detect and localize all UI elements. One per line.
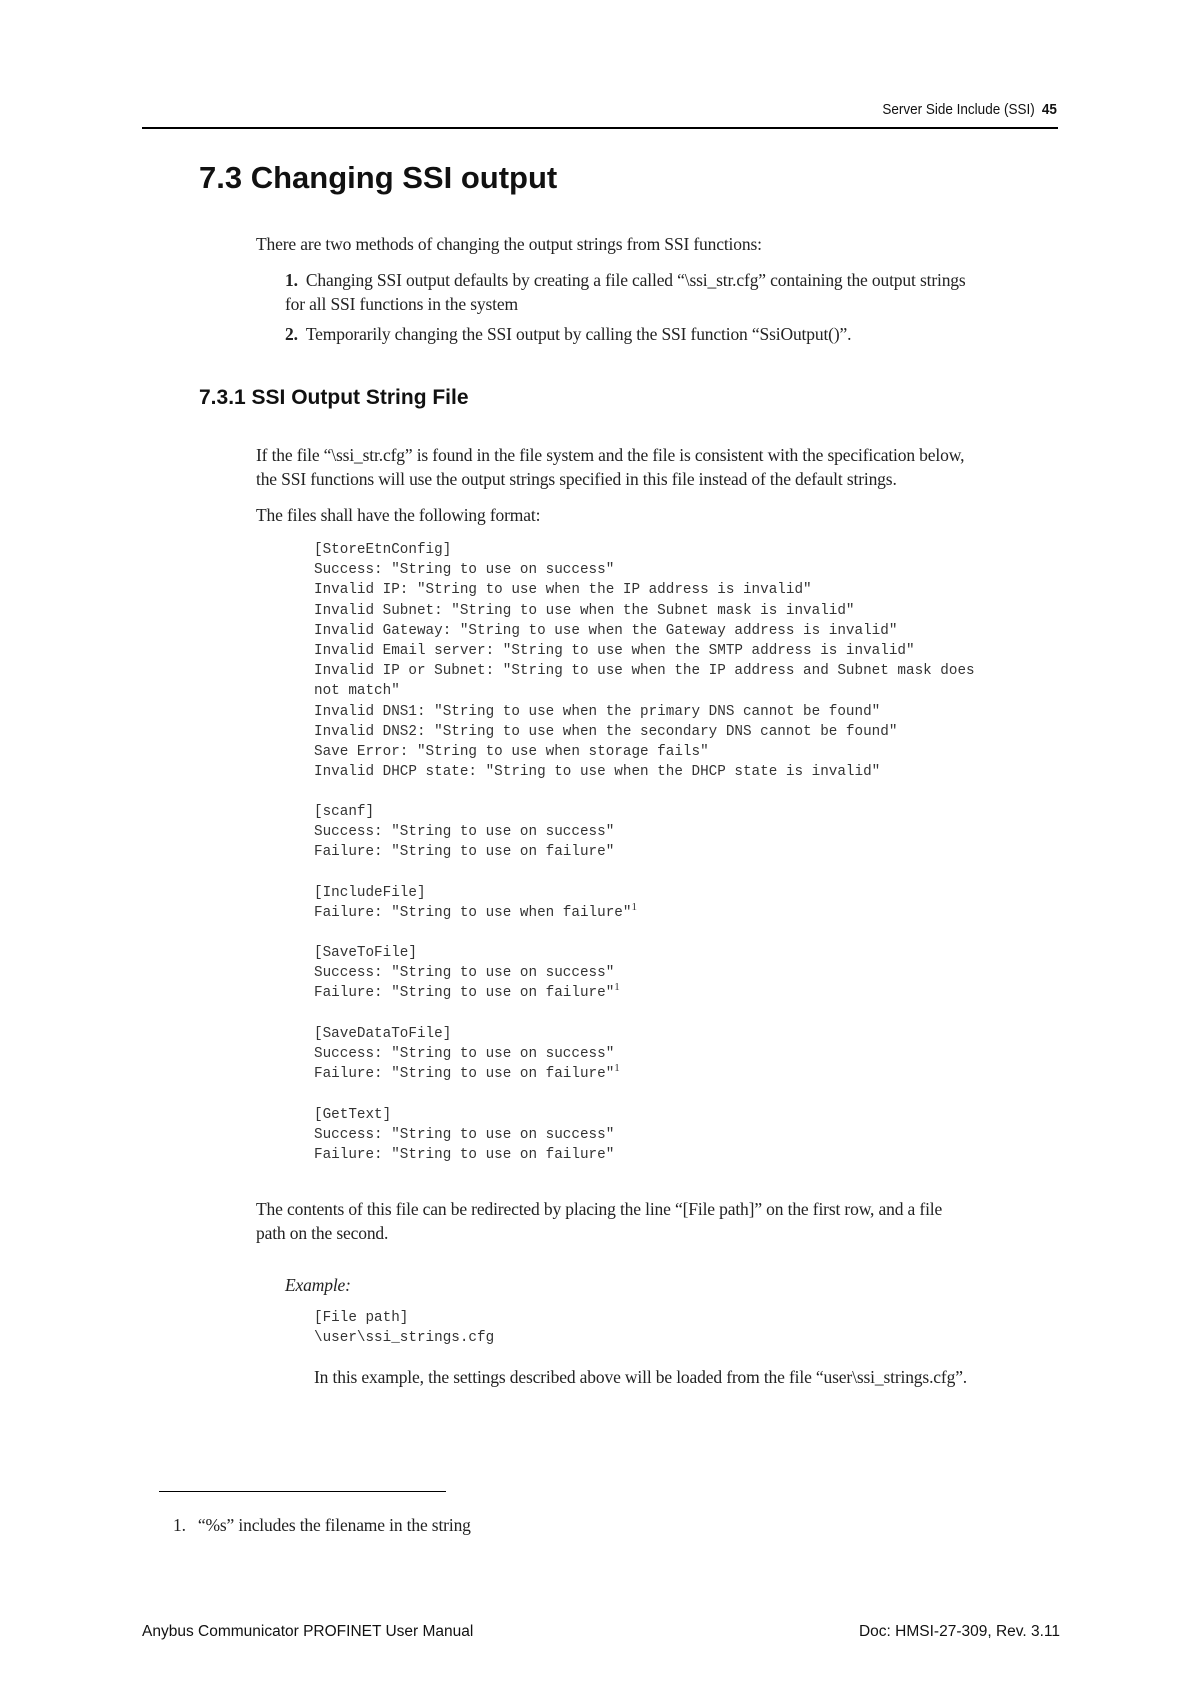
method-text-cont: for all SSI functions in the system xyxy=(285,294,518,314)
header-rule xyxy=(142,127,1058,129)
code-line: Failure: "String to use on failure" xyxy=(314,844,615,861)
page-number: 45 xyxy=(1041,101,1057,118)
code-line: [SaveToFile] xyxy=(314,945,417,961)
code-block-savedatatofile xyxy=(314,1024,620,1085)
code-line: Failure: "String to use on failure" xyxy=(314,1147,615,1164)
method-item-2 xyxy=(285,322,1055,346)
code-line: Success: "String to use on success" xyxy=(314,562,615,579)
code-line: [IncludeFile] xyxy=(314,885,426,901)
code-block-scanf xyxy=(314,802,614,863)
code-line: Invalid DNS1: "String to use when the primary DNS cannot be found" xyxy=(314,703,881,720)
paragraph-line: path on the second. xyxy=(256,1223,389,1243)
code-line: [GetText] xyxy=(314,1107,392,1123)
format-intro: The files shall have the following format: xyxy=(256,505,541,525)
code-block-gettext xyxy=(314,1105,614,1166)
method-number: 1. xyxy=(285,270,298,290)
paragraph-line: the SSI functions will use the output strings specified in this file instead of the default strings. xyxy=(256,469,897,489)
running-header xyxy=(882,101,1057,118)
footnote-text: “%s” includes the filename in the string xyxy=(197,1515,471,1535)
footnote-ref: 1 xyxy=(631,901,637,914)
code-block-storeetnconfig xyxy=(314,540,975,782)
footnote xyxy=(173,1513,471,1537)
code-line: Invalid DHCP state: "String to use when the DHCP state is invalid" xyxy=(314,764,881,781)
footnote-ref: 1 xyxy=(614,981,620,994)
code-line: [File path] xyxy=(314,1310,409,1326)
code-line: Invalid Subnet: "String to use when the Subnet mask is invalid" xyxy=(314,602,855,619)
code-block-savetofile xyxy=(314,943,620,1004)
code-line: Invalid IP: "String to use when the IP address is invalid" xyxy=(314,582,812,599)
code-block-includefile xyxy=(314,883,637,923)
paragraph-line: If the file “\ssi_str.cfg” is found in the file system and the file is consistent with the specification below, xyxy=(256,445,965,465)
code-line: \user\ssi_strings.cfg xyxy=(314,1330,495,1347)
footer-doc-id: Doc: HMSI-27-309, Rev. 3.11 xyxy=(858,1623,1060,1640)
code-line: not match" xyxy=(314,683,400,700)
subsection-heading: 7.3.1 SSI Output String File xyxy=(199,386,469,409)
intro-paragraph: There are two methods of changing the output strings from SSI functions: xyxy=(256,234,762,254)
code-line: Success: "String to use on success" xyxy=(314,1046,615,1063)
paragraph-line: The contents of this file can be redirected by placing the line “[File path]” on the first row, and a file xyxy=(256,1199,943,1219)
footnote-ref: 1 xyxy=(614,1062,620,1075)
method-text: Changing SSI output defaults by creating a file called “\ssi_str.cfg” containing the output strings xyxy=(305,270,966,290)
header-section-title: Server Side Include (SSI) xyxy=(882,101,1035,118)
footer-manual-title: Anybus Communicator PROFINET User Manual xyxy=(142,1623,474,1640)
code-line: Save Error: "String to use when storage fails" xyxy=(314,744,709,761)
method-number: 2. xyxy=(285,324,298,344)
example-label: Example: xyxy=(285,1275,351,1295)
method-item-1 xyxy=(285,268,1055,316)
example-code-block xyxy=(314,1308,494,1348)
code-line: Success: "String to use on success" xyxy=(314,965,615,982)
description-paragraph xyxy=(256,443,964,491)
code-line: Success: "String to use on success" xyxy=(314,1127,615,1144)
code-line: Failure: "String to use when failure" xyxy=(314,905,632,922)
section-heading: 7.3 Changing SSI output xyxy=(199,160,558,195)
code-line: [scanf] xyxy=(314,804,375,820)
code-line: Invalid Gateway: "String to use when the Gateway address is invalid" xyxy=(314,622,898,639)
code-line: Invalid DNS2: "String to use when the secondary DNS cannot be found" xyxy=(314,723,898,740)
code-line: Failure: "String to use on failure" xyxy=(314,985,615,1002)
code-line: Invalid Email server: "String to use when the SMTP address is invalid" xyxy=(314,643,915,660)
code-line: Success: "String to use on success" xyxy=(314,824,615,841)
footnote-number: 1. xyxy=(173,1515,186,1535)
method-text: Temporarily changing the SSI output by calling the SSI function “SsiOutput()”. xyxy=(305,324,852,344)
footnote-separator xyxy=(159,1491,446,1492)
code-line: [StoreEtnConfig] xyxy=(314,542,452,558)
example-note: In this example, the settings described above will be loaded from the file “user\ssi_strings.cfg”. xyxy=(314,1367,968,1387)
code-line: [SaveDataToFile] xyxy=(314,1026,452,1042)
code-line: Invalid IP or Subnet: "String to use when the IP address and Subnet mask does xyxy=(314,663,975,680)
redirect-paragraph xyxy=(256,1197,942,1245)
code-line: Failure: "String to use on failure" xyxy=(314,1066,615,1083)
